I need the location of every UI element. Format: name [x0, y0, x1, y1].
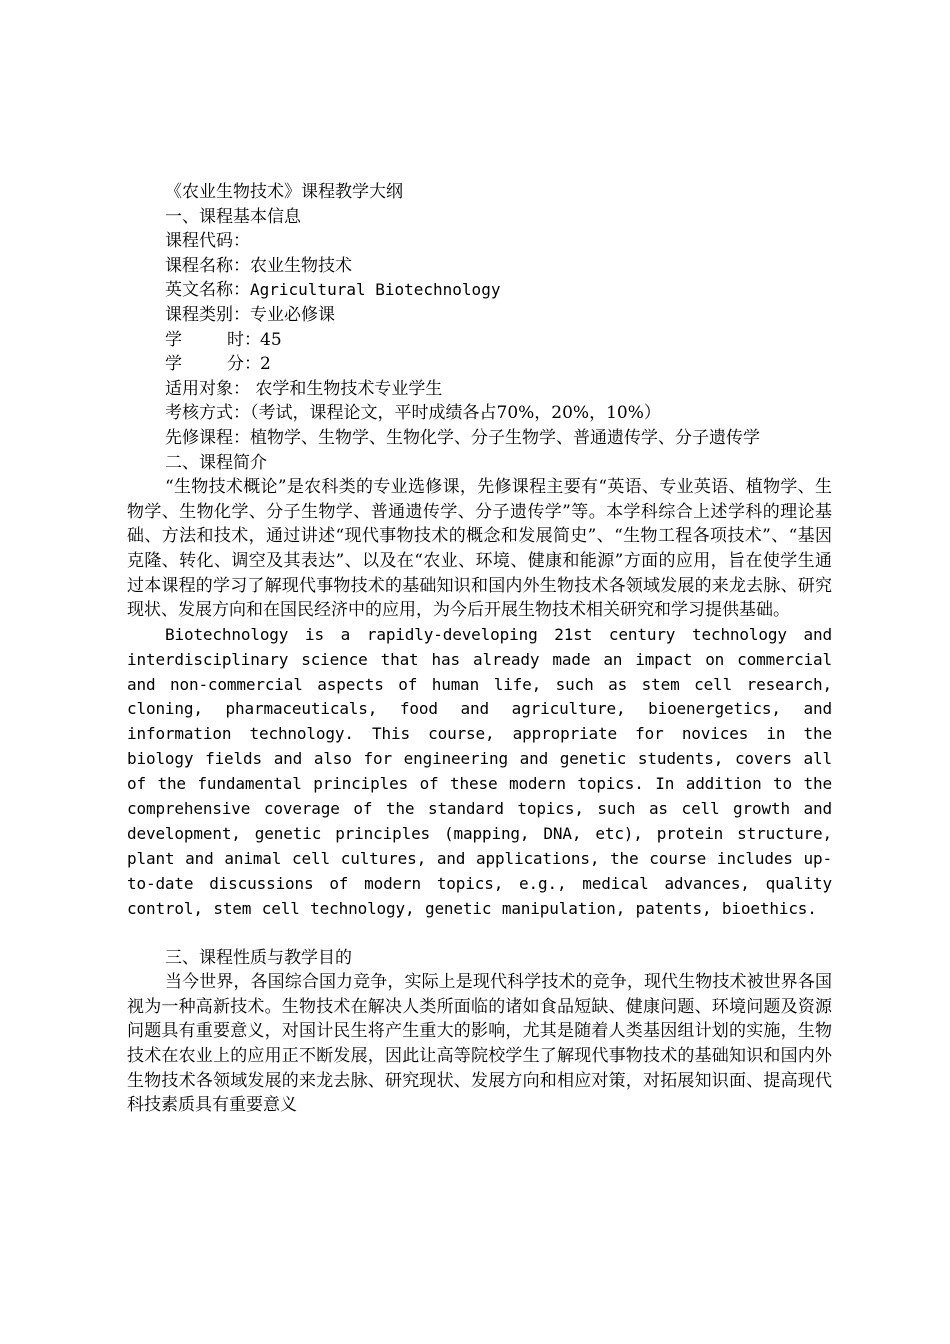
audience-label: 适用对象： — [165, 378, 250, 399]
course-category-value: 专业必修课 — [250, 304, 335, 325]
course-name-value: 农业生物技术 — [250, 255, 352, 276]
assessment-label: 考核方式： — [165, 403, 250, 424]
course-code-label: 课程代码： — [165, 231, 250, 252]
course-name-row — [127, 254, 832, 279]
course-credits-row — [127, 352, 832, 377]
assessment-row — [127, 401, 832, 426]
prerequisites-label: 先修课程： — [165, 427, 250, 448]
english-name-value: Agricultural Biotechnology — [250, 280, 501, 300]
course-code-row — [127, 229, 832, 254]
course-hours-row — [127, 328, 832, 353]
course-hours-value: 45 — [260, 329, 282, 350]
course-credits-label-char-2: 分： — [227, 354, 261, 375]
course-name-label: 课程名称： — [165, 255, 250, 276]
audience-row — [127, 377, 832, 402]
course-credits-label-char-1: 学 — [165, 354, 182, 375]
syllabus-content — [127, 180, 832, 1118]
assessment-value: （考试，课程论文，平时成绩各占70%，20%，10%） — [250, 403, 661, 424]
course-hours-label-char-1: 学 — [165, 329, 182, 350]
audience-value: 农学和生物技术专业学生 — [250, 378, 443, 399]
course-category-row — [127, 303, 832, 328]
section-1-heading: 一、课程基本信息 — [165, 206, 301, 227]
section-3-heading: 三、课程性质与教学目的 — [165, 947, 352, 968]
course-hours-label — [165, 328, 260, 353]
prerequisites-value: 植物学、生物学、生物化学、分子生物学、普通遗传学、分子遗传学 — [250, 427, 760, 448]
course-credits-value: 2 — [260, 354, 271, 375]
english-name-label: 英文名称： — [165, 280, 250, 301]
course-hours-label-char-2: 时： — [227, 329, 261, 350]
document-title: 《农业生物技术》课程教学大纲 — [165, 182, 403, 202]
english-name-row — [127, 278, 832, 303]
course-intro-english: Biotechnology is a rapidly-developing 21st century technology and interdisciplinary science that has already made an impact on commercial and non-commercial aspects of human life, such as stem cell research, cloning, pharmaceuticals, food and agriculture, bioenergetics, and information technology. This course, appropriate for novices in the biology fields and also for engineering and genetic students, covers all of the fundamental principles of these modern topics. In addition to the comprehensive coverage of the standard topics, such as cell growth and development, genetic principles (mapping, DNA, etc), protein structure, plant and animal cell cultures, and applications, the course includes up-to-date discussions of modern topics, e.g., medical advances, quality control, stem cell technology, genetic manipulation, patents, bioethics. — [127, 624, 832, 918]
course-intro-chinese: “生物技术概论”是农科类的专业选修课，先修课程主要有“英语、专业英语、植物学、生物学、生物化学、分子生物学、普通遗传学、分子遗传学”等。本学科综合上述学科的理论基础、方法和技术，通过讲述“现代事物技术的概念和发展简史”、“生物工程各项技术”、“基因克隆、转化、调空及其表达”、以及在“农业、环境、健康和能源”方面的应用，旨在使学生通过本课程的学习了解现代事物技术的基础知识和国内外生物技术各领域发展的来龙去脉、研究现状、发展方向和在国民经济中的应用，为今后开展生物技术相关研究和学习提供基础。 — [127, 477, 832, 621]
course-category-label: 课程类别： — [165, 304, 250, 325]
course-purpose-paragraph: 当今世界，各国综合国力竞争，实际上是现代科学技术的竞争，现代生物技术被世界各国视为一种高新技术。生物技术在解决人类所面临的诸如食品短缺、健康问题、环境问题及资源问题具有重要意义，对国计民生将产生重大的影响，尤其是随着人类基因组计划的实施，生物技术在农业上的应用正不断发展，因此让高等院校学生了解现代事物技术的基础知识和国内外生物技术各领域发展的来龙去脉、研究现状、发展方向和相应对策，对拓展知识面、提高现代科技素质具有重要意义 — [127, 972, 832, 1116]
prerequisites-row — [127, 426, 832, 451]
course-credits-label — [165, 352, 260, 377]
blank-line — [127, 922, 832, 946]
section-2-heading: 二、课程简介 — [165, 452, 267, 473]
